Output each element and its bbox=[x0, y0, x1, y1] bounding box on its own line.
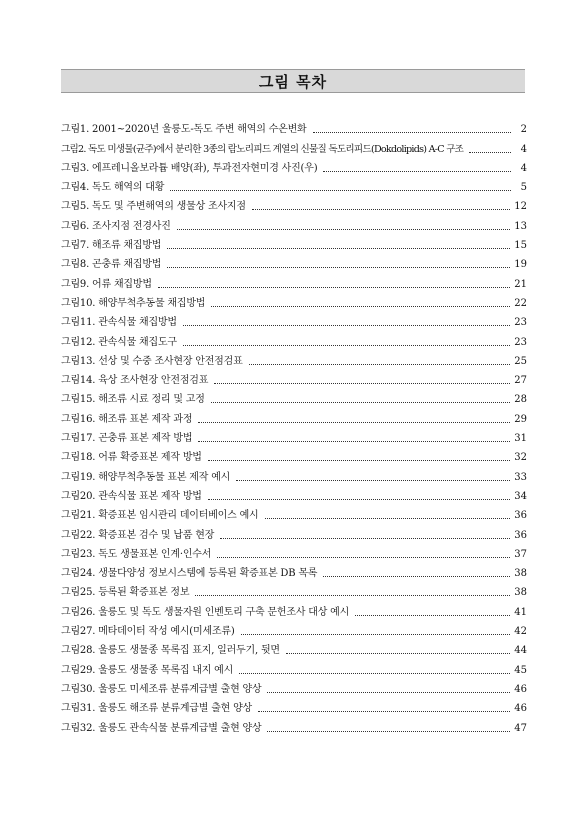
toc-entry[interactable] bbox=[61, 136, 527, 155]
toc-entry[interactable] bbox=[61, 503, 527, 522]
toc-entry-label: 그림23. 독도 생물표본 인계·인수서 bbox=[61, 548, 212, 560]
toc-entry[interactable] bbox=[61, 117, 527, 136]
toc-leader-dots bbox=[267, 731, 510, 732]
toc-entry-page: 44 bbox=[514, 645, 527, 657]
toc-entry-label: 그림25. 등록된 확증표본 정보 bbox=[61, 587, 190, 599]
toc-entry-label: 그림28. 울릉도 생물종 목록집 표지, 일러두기, 뒷면 bbox=[61, 645, 280, 657]
toc-entry-page: 2 bbox=[520, 124, 527, 136]
toc-entry-label: 그림3. 에프레니올보라튬 배양(좌), 투과전자현미경 사진(우) bbox=[61, 162, 318, 174]
toc-leader-dots bbox=[198, 441, 510, 442]
toc-leader-dots bbox=[195, 595, 510, 596]
toc-entry[interactable] bbox=[61, 484, 527, 503]
toc-entry-page: 5 bbox=[520, 182, 527, 194]
toc-leader-dots bbox=[286, 653, 510, 654]
toc-entry-label: 그림4. 독도 해역의 대황 bbox=[61, 182, 165, 194]
toc-entry-page: 34 bbox=[514, 490, 527, 502]
toc-leader-dots bbox=[170, 190, 511, 191]
toc-entry-label: 그림27. 메타데이터 작성 예시(미세조류) bbox=[61, 626, 235, 638]
toc-leader-dots bbox=[183, 345, 510, 346]
toc-entry-page: 32 bbox=[514, 452, 527, 464]
toc-leader-dots bbox=[323, 576, 510, 577]
toc-leader-dots bbox=[236, 480, 510, 481]
toc-entry-page: 21 bbox=[514, 278, 527, 290]
toc-entry-page: 42 bbox=[514, 626, 527, 638]
toc-entry[interactable] bbox=[61, 464, 527, 483]
toc-entry-page: 15 bbox=[514, 240, 527, 252]
toc-leader-dots bbox=[167, 267, 510, 268]
toc-entry[interactable] bbox=[61, 677, 527, 696]
toc-entry-page: 36 bbox=[514, 510, 527, 522]
toc-entry-page: 29 bbox=[514, 413, 527, 425]
toc-entry-label: 그림26. 울릉도 및 독도 생물자원 인벤토리 구축 문헌조사 대상 예시 bbox=[61, 606, 350, 618]
toc-entry-page: 19 bbox=[514, 259, 527, 271]
figure-toc-list bbox=[61, 117, 527, 735]
toc-leader-dots bbox=[198, 422, 510, 423]
toc-entry[interactable] bbox=[61, 522, 527, 541]
toc-entry-label: 그림29. 울릉도 생물종 목록집 내지 예시 bbox=[61, 664, 234, 676]
toc-entry[interactable] bbox=[61, 406, 527, 425]
toc-entry[interactable] bbox=[61, 271, 527, 290]
toc-entry[interactable] bbox=[61, 329, 527, 348]
toc-leader-dots bbox=[208, 499, 511, 500]
toc-entry[interactable] bbox=[61, 599, 527, 618]
toc-entry[interactable] bbox=[61, 175, 527, 194]
toc-entry-page: 25 bbox=[514, 355, 527, 367]
toc-entry-page: 28 bbox=[514, 394, 527, 406]
toc-entry-page: 12 bbox=[514, 201, 527, 213]
toc-leader-dots bbox=[208, 460, 511, 461]
toc-entry[interactable] bbox=[61, 252, 527, 271]
toc-entry-label: 그림17. 곤충류 표본 제작 방법 bbox=[61, 433, 193, 445]
toc-entry-label: 그림2. 독도 미생물(균주)에서 분리한 3종의 람노리피드 계열의 신물질 독도리피드(Dokdolipids) A-C 구조 bbox=[61, 143, 464, 155]
toc-entry-label: 그림8. 곤충류 채집방법 bbox=[61, 259, 162, 271]
toc-entry-label: 그림7. 해조류 채집방법 bbox=[61, 240, 162, 252]
toc-entry[interactable] bbox=[61, 310, 527, 329]
toc-leader-dots bbox=[258, 711, 510, 712]
toc-leader-dots bbox=[469, 152, 511, 153]
toc-entry-label: 그림20. 관속식물 표본 제작 방법 bbox=[61, 490, 202, 502]
toc-entry-page: 41 bbox=[514, 606, 527, 618]
toc-entry-page: 46 bbox=[514, 703, 527, 715]
toc-entry-page: 38 bbox=[514, 568, 527, 580]
toc-entry[interactable] bbox=[61, 194, 527, 213]
toc-leader-dots bbox=[267, 692, 510, 693]
toc-entry[interactable] bbox=[61, 233, 527, 252]
toc-leader-dots bbox=[167, 248, 510, 249]
toc-entry[interactable] bbox=[61, 156, 527, 175]
toc-leader-dots bbox=[355, 615, 510, 616]
toc-entry[interactable] bbox=[61, 619, 527, 638]
toc-entry[interactable] bbox=[61, 715, 527, 734]
toc-entry[interactable] bbox=[61, 696, 527, 715]
toc-entry-page: 33 bbox=[514, 471, 527, 483]
toc-entry[interactable] bbox=[61, 213, 527, 232]
toc-entry-page: 46 bbox=[514, 683, 527, 695]
toc-entry-page: 31 bbox=[514, 433, 527, 445]
toc-entry-label: 그림32. 울릉도 관속식물 분류계급별 출현 양상 bbox=[61, 722, 262, 734]
toc-entry[interactable] bbox=[61, 580, 527, 599]
toc-entry-label: 그림24. 생물다양성 정보시스템에 등록된 확증표본 DB 목록 bbox=[61, 568, 318, 580]
toc-leader-dots bbox=[239, 673, 510, 674]
toc-entry[interactable] bbox=[61, 561, 527, 580]
toc-leader-dots bbox=[241, 634, 511, 635]
toc-entry[interactable] bbox=[61, 657, 527, 676]
toc-entry-label: 그림13. 선상 및 수중 조사현장 안전점검표 bbox=[61, 355, 243, 367]
toc-entry-page: 45 bbox=[514, 664, 527, 676]
toc-entry[interactable] bbox=[61, 387, 527, 406]
toc-entry-label: 그림14. 육상 조사현장 안전점검표 bbox=[61, 375, 209, 387]
toc-entry[interactable] bbox=[61, 368, 527, 387]
toc-entry-label: 그림30. 울릉도 미세조류 분류계급별 출현 양상 bbox=[61, 683, 262, 695]
toc-entry-label: 그림12. 관속식물 채집도구 bbox=[61, 336, 177, 348]
toc-entry-page: 13 bbox=[514, 220, 527, 232]
toc-entry-label: 그림11. 관속식물 채집방법 bbox=[61, 317, 177, 329]
toc-entry-label: 그림18. 어류 확증표본 제작 방법 bbox=[61, 452, 202, 464]
toc-entry[interactable] bbox=[61, 445, 527, 464]
toc-leader-dots bbox=[177, 229, 511, 230]
toc-entry-label: 그림21. 확증표본 임시관리 데이터베이스 예시 bbox=[61, 510, 259, 522]
toc-entry-page: 36 bbox=[514, 529, 527, 541]
toc-entry[interactable] bbox=[61, 349, 527, 368]
toc-leader-dots bbox=[249, 364, 511, 365]
toc-entry-page: 4 bbox=[520, 162, 527, 174]
toc-entry-label: 그림22. 확증표본 검수 및 납품 현장 bbox=[61, 529, 215, 541]
toc-leader-dots bbox=[214, 383, 510, 384]
toc-entry-label: 그림5. 독도 및 주변해역의 생물상 조사지점 bbox=[61, 201, 246, 213]
toc-title-bar bbox=[61, 69, 525, 93]
toc-leader-dots bbox=[323, 171, 511, 172]
page-title: 그림 목차 bbox=[258, 72, 328, 91]
toc-entry[interactable] bbox=[61, 542, 527, 561]
toc-entry-page: 4 bbox=[520, 143, 527, 155]
toc-entry-label: 그림9. 어류 채집방법 bbox=[61, 278, 152, 290]
toc-leader-dots bbox=[217, 557, 510, 558]
toc-entry-label: 그림19. 해양무척추동물 표본 제작 예시 bbox=[61, 471, 231, 483]
toc-entry[interactable] bbox=[61, 291, 527, 310]
toc-entry[interactable] bbox=[61, 638, 527, 657]
toc-leader-dots bbox=[211, 402, 511, 403]
toc-entry-label: 그림15. 해조류 시료 정리 및 고정 bbox=[61, 394, 205, 406]
toc-entry-label: 그림10. 해양무척추동물 채집방법 bbox=[61, 297, 206, 309]
toc-entry-label: 그림1. 2001~2020년 울릉도-독도 주변 해역의 수온변화 bbox=[61, 124, 307, 136]
toc-entry-page: 22 bbox=[514, 297, 527, 309]
toc-leader-dots bbox=[313, 132, 511, 133]
toc-entry-page: 23 bbox=[514, 317, 527, 329]
toc-leader-dots bbox=[158, 287, 510, 288]
toc-leader-dots bbox=[265, 518, 511, 519]
toc-leader-dots bbox=[252, 209, 510, 210]
toc-entry-page: 27 bbox=[514, 375, 527, 387]
toc-entry-page: 38 bbox=[514, 587, 527, 599]
toc-leader-dots bbox=[183, 325, 510, 326]
toc-entry-page: 47 bbox=[514, 722, 527, 734]
toc-entry[interactable] bbox=[61, 426, 527, 445]
toc-entry-label: 그림31. 울릉도 해조류 분류계급별 출현 양상 bbox=[61, 703, 253, 715]
toc-entry-page: 23 bbox=[514, 336, 527, 348]
toc-leader-dots bbox=[211, 306, 510, 307]
toc-leader-dots bbox=[220, 538, 510, 539]
toc-entry-page: 37 bbox=[514, 548, 527, 560]
toc-entry-label: 그림6. 조사지점 전경사진 bbox=[61, 220, 171, 232]
toc-entry-label: 그림16. 해조류 표본 제작 과정 bbox=[61, 413, 193, 425]
